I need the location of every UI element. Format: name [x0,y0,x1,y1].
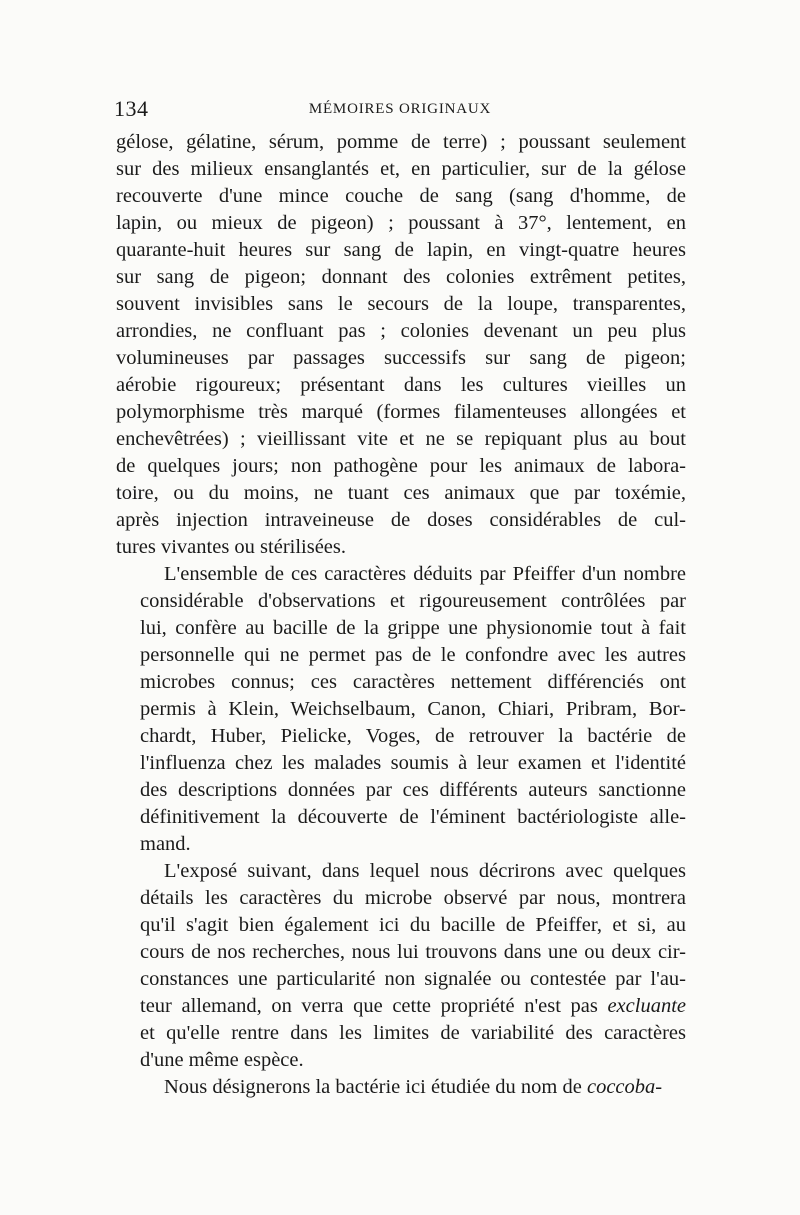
text-line: définitivement la découverte de l'éminent bactériologiste alle- [140,806,686,828]
text-line: des descriptions données par ces différents auteurs sanctionne [140,779,686,801]
text-line: tures vivantes ou stérilisées. [116,536,347,558]
text-line: souvent invisibles sans le secours de la loupe, transparentes, [116,293,686,315]
paragraph [116,1074,686,1101]
paragraph [116,129,686,561]
text-line: polymorphisme très marqué (formes filamenteuses allongées et [116,401,686,423]
running-title: MÉMOIRES ORIGINAUX [308,101,492,117]
text-line: arrondies, ne confluant pas ; colonies devenant un peu plus [116,320,686,342]
text-line: qu'il s'agit bien également ici du bacille de Pfeiffer, et si, au [140,914,686,936]
text-line: microbes connus; ces caractères nettement différenciés ont [140,671,686,693]
text-line: et qu'elle rentre dans les limites de variabilité des caractères [140,1022,686,1044]
text-line: personnelle qui ne permet pas de le confondre avec les autres [140,644,686,666]
text-line: gélose, gélatine, sérum, pomme de terre) ; poussant seulement [116,131,686,153]
body-text [116,129,686,1101]
paragraph [116,561,686,858]
text-line: après injection intraveineuse de doses considérables de cul- [116,509,686,531]
text-line: Nous désignerons la bactérie ici étudiée du nom de coccoba- [164,1076,663,1098]
text-line: aérobie rigoureux; présentant dans les cultures vieilles un [116,374,686,396]
text-line: cours de nos recherches, nous lui trouvons dans une ou deux cir- [140,941,686,963]
text-line: sur des milieux ensanglantés et, en particulier, sur de la gélose [116,158,686,180]
text-line: enchevêtrées) ; vieillissant vite et ne se repiquant plus au bout [116,428,686,450]
text-line: quarante-huit heures sur sang de lapin, en vingt-quatre heures [116,239,686,261]
text-line: constances une particularité non signalée ou contestée par l'au- [140,968,686,990]
text-line: lapin, ou mieux de pigeon) ; poussant à 37°, lentement, en [116,212,686,234]
text-line: volumineuses par passages successifs sur sang de pigeon; [116,347,686,369]
text-line: L'ensemble de ces caractères déduits par Pfeiffer d'un nombre [164,563,686,585]
text-line: considérable d'observations et rigoureusement contrôlées par [140,590,686,612]
text-line: d'une même espèce. [140,1049,304,1071]
text-line: lui, confère au bacille de la grippe une physionomie tout à fait [140,617,686,639]
text-line: l'influenza chez les malades soumis à leur examen et l'identité [140,752,686,774]
text-line: L'exposé suivant, dans lequel nous décrirons avec quelques [164,860,686,882]
text-line: de quelques jours; non pathogène pour les animaux de labora- [116,455,686,477]
text-line: sur sang de pigeon; donnant des colonies extrêment petites, [116,266,686,288]
text-line: chardt, Huber, Pielicke, Voges, de retrouver la bactérie de [140,725,686,747]
page-header [114,96,686,122]
paragraph [116,858,686,1074]
text-line: toire, ou du moins, ne tuant ces animaux que par toxémie, [116,482,686,504]
page-number: 134 [114,96,149,121]
text-line: recouverte d'une mince couche de sang (sang d'homme, de [116,185,686,207]
text-line: permis à Klein, Weichselbaum, Canon, Chiari, Pribram, Bor- [140,698,686,720]
text-line: détails les caractères du microbe observé par nous, montrera [140,887,686,909]
text-line: mand. [140,833,191,855]
text-line: teur allemand, on verra que cette propriété n'est pas excluante [140,995,686,1017]
